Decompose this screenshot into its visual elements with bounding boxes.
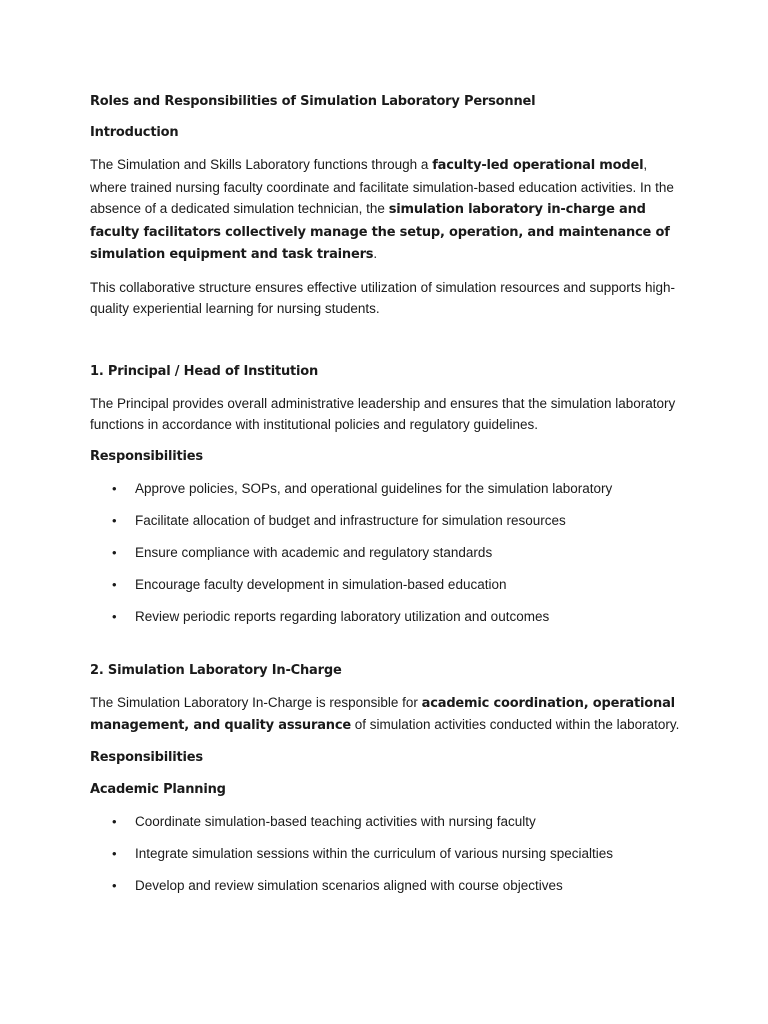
introduction-paragraph-1 [90,154,680,266]
section-1-responsibilities-heading: Responsibilities [90,448,203,464]
bullet-icon: • [112,480,117,496]
section-2-text-segment: of simulation activities conducted within the laboratory. [350,717,680,732]
section-2-bold-segment: academic coordination, operational management, and quality assurance [90,695,675,733]
bullet-icon: • [112,877,117,893]
section-2-description [90,692,680,737]
intro-text-segment: , where trained nursing faculty coordinate and facilitate simulation-based education activities. In the absence of a dedicated simulation technician, the [90,157,674,216]
list-item-text: Review periodic reports regarding laboratory utilization and outcomes [135,608,550,624]
bullet-icon: • [112,576,117,592]
intro-bold-segment: faculty-led operational model [432,158,644,173]
intro-text-segment: . [373,246,378,261]
academic-planning-list [90,812,680,908]
list-item-text: Integrate simulation sessions within the curriculum of various nursing specialties [135,845,613,861]
intro-bold-segment: simulation laboratory in-charge and faculty facilitators collectively manage the setup, operation, and maintenance of simulation equipment and task trainers [90,202,670,262]
section-2-heading: 2. Simulation Laboratory In-Charge [90,662,342,678]
section-1-responsibilities-list [90,479,680,639]
list-item [90,543,680,575]
bullet-icon: • [112,608,117,624]
section-1-description: The Principal provides overall administrative leadership and ensures that the simulation laboratory functions in accordance with institutional policies and regulatory guidelines. [90,395,676,432]
bullet-icon: • [112,813,117,829]
list-item-text: Coordinate simulation-based teaching activities with nursing faculty [135,813,536,829]
list-item-text: Encourage faculty development in simulation-based education [135,576,507,592]
introduction-heading: Introduction [90,125,179,140]
list-item [90,876,680,908]
list-item [90,575,680,607]
list-item-text: Approve policies, SOPs, and operational guidelines for the simulation laboratory [135,480,613,496]
list-item [90,812,680,844]
bullet-icon: • [112,845,117,861]
document-page [90,92,680,908]
list-item [90,479,680,511]
introduction-paragraph-2: This collaborative structure ensures effective utilization of simulation resources and supports high-quality experiential learning for nursing students. [90,279,676,316]
list-item [90,511,680,543]
list-item [90,607,680,639]
list-item-text: Develop and review simulation scenarios aligned with course objectives [135,877,563,893]
document-title: Roles and Responsibilities of Simulation Laboratory Personnel [90,94,536,109]
intro-text-segment: The Simulation and Skills Laboratory functions through a [90,157,433,172]
section-1-heading: 1. Principal / Head of Institution [90,363,319,379]
bullet-icon: • [112,544,117,560]
list-item [90,844,680,876]
section-2-responsibilities-heading: Responsibilities [90,749,203,765]
bullet-icon: • [112,512,117,528]
list-item-text: Facilitate allocation of budget and infrastructure for simulation resources [135,512,566,528]
section-2-text-segment: The Simulation Laboratory In-Charge is responsible for [90,694,422,710]
list-item-text: Ensure compliance with academic and regulatory standards [135,544,493,560]
academic-planning-heading: Academic Planning [90,781,226,797]
